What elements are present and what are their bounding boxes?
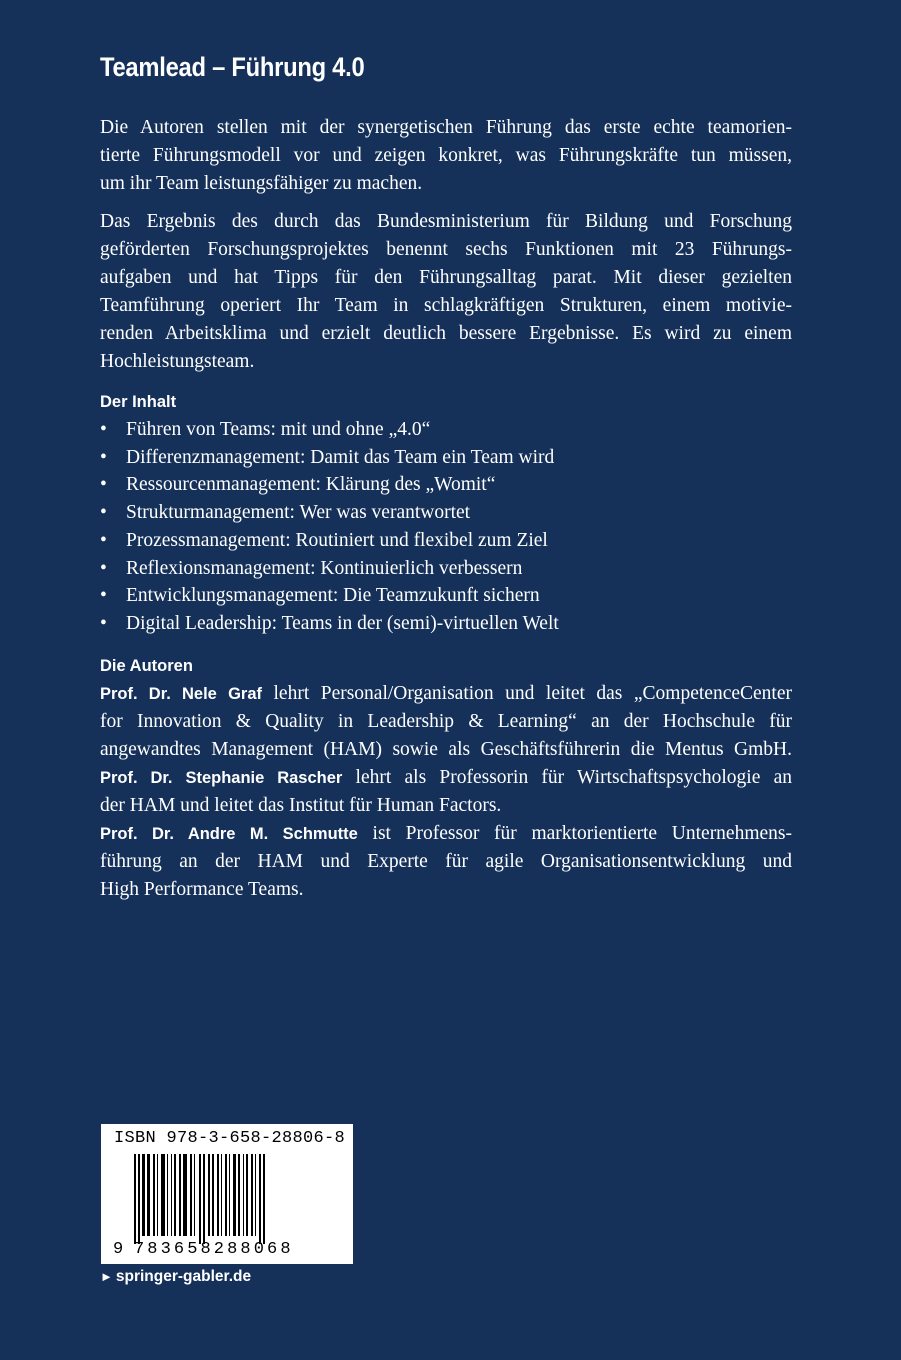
- barcode-bar: [251, 1154, 253, 1236]
- intro-line: renden Arbeitsklima und erzielt deutlich bessere Ergebnisse. Es wird zu einem: [100, 323, 792, 344]
- intro-line: tierte Führungsmodell vor und zeigen konkret, was Führungskräfte tun müssen,: [100, 145, 792, 166]
- contents-item: [100, 499, 792, 527]
- back-cover-text: [100, 114, 792, 904]
- barcode-bar: [221, 1154, 222, 1236]
- barcode-bar: [179, 1154, 181, 1236]
- barcode-bar: [167, 1154, 168, 1236]
- contents-item-label: Digital Leadership: Teams in der (semi)-virtuellen Welt: [126, 612, 559, 634]
- authors-heading: Die Autoren: [100, 656, 193, 675]
- barcode-bar: [263, 1154, 265, 1244]
- bullet-icon: •: [100, 585, 107, 607]
- author-bio: lehrt als Professorin für Wirtschaftspsychologie an: [342, 766, 792, 788]
- barcode-bar: [225, 1154, 227, 1236]
- isbn-barcode: [101, 1124, 353, 1264]
- barcode-first-digit: 9: [113, 1240, 124, 1259]
- contents-heading: Der Inhalt: [100, 393, 177, 411]
- barcode-bar: [212, 1154, 214, 1236]
- barcode-bar: [171, 1154, 172, 1236]
- author-line: angewandtes Management (HAM) sowie als Geschäftsführerin die Mentus GmbH.: [100, 738, 792, 760]
- bullet-icon: •: [100, 474, 107, 496]
- author-line: High Performance Teams.: [100, 878, 304, 900]
- barcode-bar: [229, 1154, 230, 1236]
- author-line: [100, 680, 792, 708]
- intro-line: aufgaben und hat Tipps für den Führungsalltag parat. Mit dieser gezielten: [100, 267, 792, 288]
- contents-item: [100, 416, 792, 444]
- barcode-bar: [138, 1154, 140, 1244]
- author-line: [100, 764, 792, 792]
- contents-item: [100, 444, 792, 472]
- barcode-bar: [203, 1154, 205, 1244]
- barcode-digits: 783658288068: [134, 1240, 294, 1259]
- barcode-bar: [134, 1154, 136, 1244]
- barcode-bar: [190, 1154, 192, 1236]
- contents-item-label: Strukturmanagement: Wer was verantwortet: [126, 502, 471, 524]
- barcode-bar: [174, 1154, 176, 1236]
- isbn-label: ISBN 978-3-658-28806-8: [114, 1129, 346, 1148]
- intro-line: Die Autoren stellen mit der synergetischen Führung das erste echte teamorien-: [100, 117, 792, 138]
- barcode-bar: [233, 1154, 236, 1236]
- bullet-icon: •: [100, 419, 107, 440]
- author-line: führung an der HAM und Experte für agile Organisationsentwicklung und: [100, 850, 792, 872]
- barcode-bar: [194, 1154, 195, 1236]
- contents-list: [100, 416, 792, 638]
- bullet-icon: •: [100, 529, 107, 551]
- contents-item-label: Reflexionsmanagement: Kontinuierlich verbessern: [126, 557, 523, 579]
- contents-item-label: Differenzmanagement: Damit das Team ein Team wird: [126, 446, 555, 468]
- bullet-icon: •: [100, 557, 107, 579]
- contents-item-label: Ressourcenmanagement: Klärung des „Womit“: [126, 474, 496, 496]
- author-name: Prof. Dr. Nele Graf: [100, 684, 262, 703]
- contents-item-label: Entwicklungsmanagement: Die Teamzukunft sichern: [126, 585, 540, 607]
- book-title: Teamlead – Führung 4.0: [100, 52, 365, 82]
- barcode-bar: [217, 1154, 219, 1236]
- publisher-url: springer-gabler.de: [115, 1268, 252, 1285]
- intro-line: Teamführung operiert Ihr Team in schlagkräftigen Strukturen, einem motivie-: [100, 295, 792, 316]
- barcode-bar: [153, 1154, 155, 1236]
- barcode-bar: [183, 1154, 187, 1236]
- bullet-icon: •: [100, 502, 107, 524]
- contents-item: [100, 582, 792, 610]
- barcode-bar: [161, 1154, 165, 1236]
- intro-line: Hochleistungsteam.: [100, 351, 255, 372]
- intro-paragraph-1: [100, 114, 792, 198]
- publisher-link[interactable]: [100, 1268, 251, 1286]
- author-line: der HAM und leitet das Institut für Human Factors.: [100, 794, 502, 816]
- intro-line: um ihr Team leistungsfähiger zu machen.: [100, 173, 423, 194]
- contents-item: [100, 555, 792, 583]
- author-line: for Innovation & Quality in Leadership & Learning“ an der Hochschule für: [100, 710, 792, 732]
- bullet-icon: •: [100, 612, 107, 634]
- barcode-bar: [199, 1154, 201, 1244]
- author-bio: lehrt Personal/Organisation und leitet das „CompetenceCenter: [262, 682, 792, 704]
- contents-item: [100, 471, 792, 499]
- arrow-right-icon: ►: [100, 1269, 113, 1284]
- barcode-bar: [255, 1154, 256, 1236]
- intro-line: Das Ergebnis des durch das Bundesministerium für Bildung und Forschung: [100, 211, 792, 232]
- intro-paragraph-2: [100, 208, 792, 376]
- barcode-bar: [246, 1154, 248, 1236]
- barcode-bar: [142, 1154, 145, 1236]
- barcode-bar: [238, 1154, 240, 1236]
- barcode-bar: [243, 1154, 244, 1236]
- bullet-icon: •: [100, 446, 107, 468]
- contents-item: [100, 610, 792, 638]
- contents-item-label: Führen von Teams: mit und ohne „4.0“: [126, 419, 431, 440]
- contents-item-label: Prozessmanagement: Routiniert und flexibel zum Ziel: [126, 529, 548, 551]
- barcode-bars: [134, 1154, 344, 1244]
- barcode-bar: [157, 1154, 158, 1236]
- barcode-bar: [259, 1154, 261, 1244]
- author-bio: ist Professor für marktorientierte Unternehmens-: [357, 822, 792, 844]
- authors-block: [100, 680, 792, 904]
- barcode-bar: [147, 1154, 150, 1236]
- author-line: [100, 820, 792, 848]
- contents-item: [100, 527, 792, 555]
- author-name: Prof. Dr. Andre M. Schmutte: [100, 824, 358, 843]
- author-name: Prof. Dr. Stephanie Rascher: [100, 768, 343, 787]
- barcode-bar: [208, 1154, 210, 1236]
- intro-line: geförderten Forschungsprojektes benennt sechs Funktionen mit 23 Führungs-: [100, 239, 792, 260]
